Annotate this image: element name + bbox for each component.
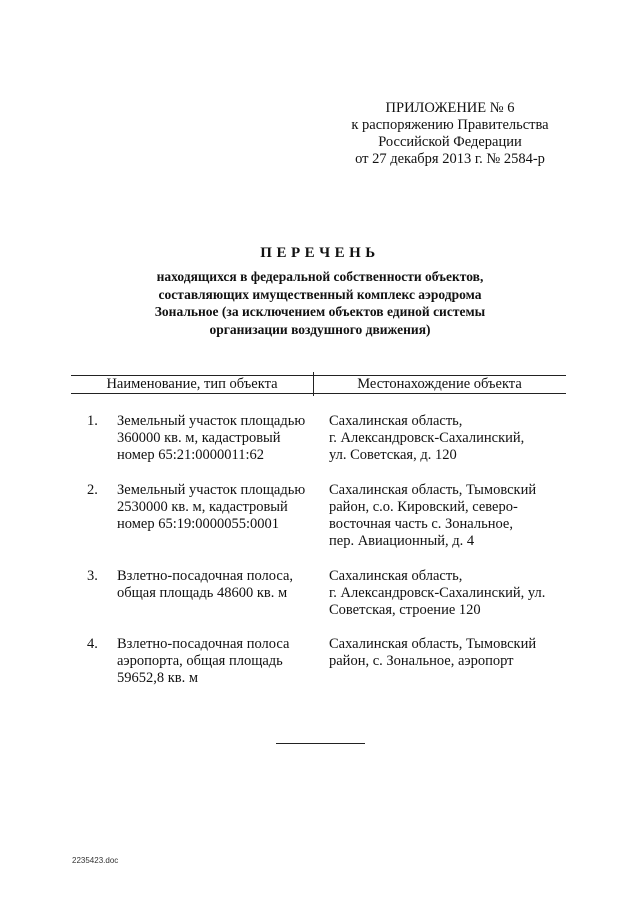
table-header-bottom-rule [71,393,566,394]
object-name-line: 360000 кв. м, кадастровый [117,430,281,446]
object-location-line: восточная часть с. Зональное, [329,516,513,532]
subtitle-line: находящихся в федеральной собственности объектов, [156,269,484,284]
row-number: 2. [87,482,98,498]
object-location [329,413,559,464]
appendix-block [340,100,560,168]
object-name-line: Взлетно-посадочная полоса, [117,568,294,584]
object-name [117,568,317,602]
subtitle-line: Зональное (за исключением объектов единой системы [154,304,486,319]
object-location [329,568,559,619]
object-name-line: Земельный участок площадью [117,482,306,498]
end-separator-line [276,743,365,744]
subtitle-line: составляющих имущественный комплекс аэродрома [158,286,482,302]
object-name [117,413,317,464]
document-subtitle [110,268,530,338]
footer-filename: 2235423.doc [72,856,119,865]
object-location-line: г. Александровск-Сахалинский, ул. [329,585,546,601]
object-location-line: ул. Советская, д. 120 [329,447,457,463]
appendix-date-line: от 27 декабря 2013 г. № 2584-р [355,151,545,167]
appendix-ref-line: к распоряжению Правительства [351,117,549,133]
object-location [329,482,559,550]
object-location [329,636,559,670]
appendix-number: ПРИЛОЖЕНИЕ № 6 [385,100,515,116]
object-name-line: номер 65:21:0000011:62 [117,447,265,463]
object-name-line: Земельный участок площадью [117,413,306,429]
row-number: 3. [87,568,98,584]
object-name-line: аэропорта, общая площадь [117,653,283,669]
subtitle-line: организации воздушного движения) [209,321,431,337]
object-name-line: Взлетно-посадочная полоса [117,636,290,652]
object-name-line: 2530000 кв. м, кадастровый [117,499,288,515]
object-location-line: Сахалинская область, [329,413,463,429]
object-location-line: район, с.о. Кировский, северо- [329,499,518,515]
row-number: 4. [87,636,98,652]
column-header-name: Наименование, тип объекта [106,376,278,392]
object-location-line: район, с. Зональное, аэропорт [329,653,514,669]
object-name [117,482,317,533]
object-name-line: 59652,8 кв. м [117,670,199,686]
object-location-line: Сахалинская область, Тымовский [329,482,537,498]
appendix-ref-line: Российской Федерации [378,134,522,150]
column-header-location: Местонахождение объекта [357,376,522,392]
object-location-line: пер. Авиационный, д. 4 [329,533,475,549]
object-location-line: Сахалинская область, Тымовский [329,636,537,652]
object-location-line: Советская, строение 120 [329,602,481,618]
object-name-line: общая площадь 48600 кв. м [117,585,288,601]
object-name [117,636,317,687]
object-location-line: г. Александровск-Сахалинский, [329,430,525,446]
document-title: ПЕРЕЧЕНЬ [260,245,380,261]
row-number: 1. [87,413,98,429]
object-location-line: Сахалинская область, [329,568,463,584]
object-name-line: номер 65:19:0000055:0001 [117,516,280,532]
